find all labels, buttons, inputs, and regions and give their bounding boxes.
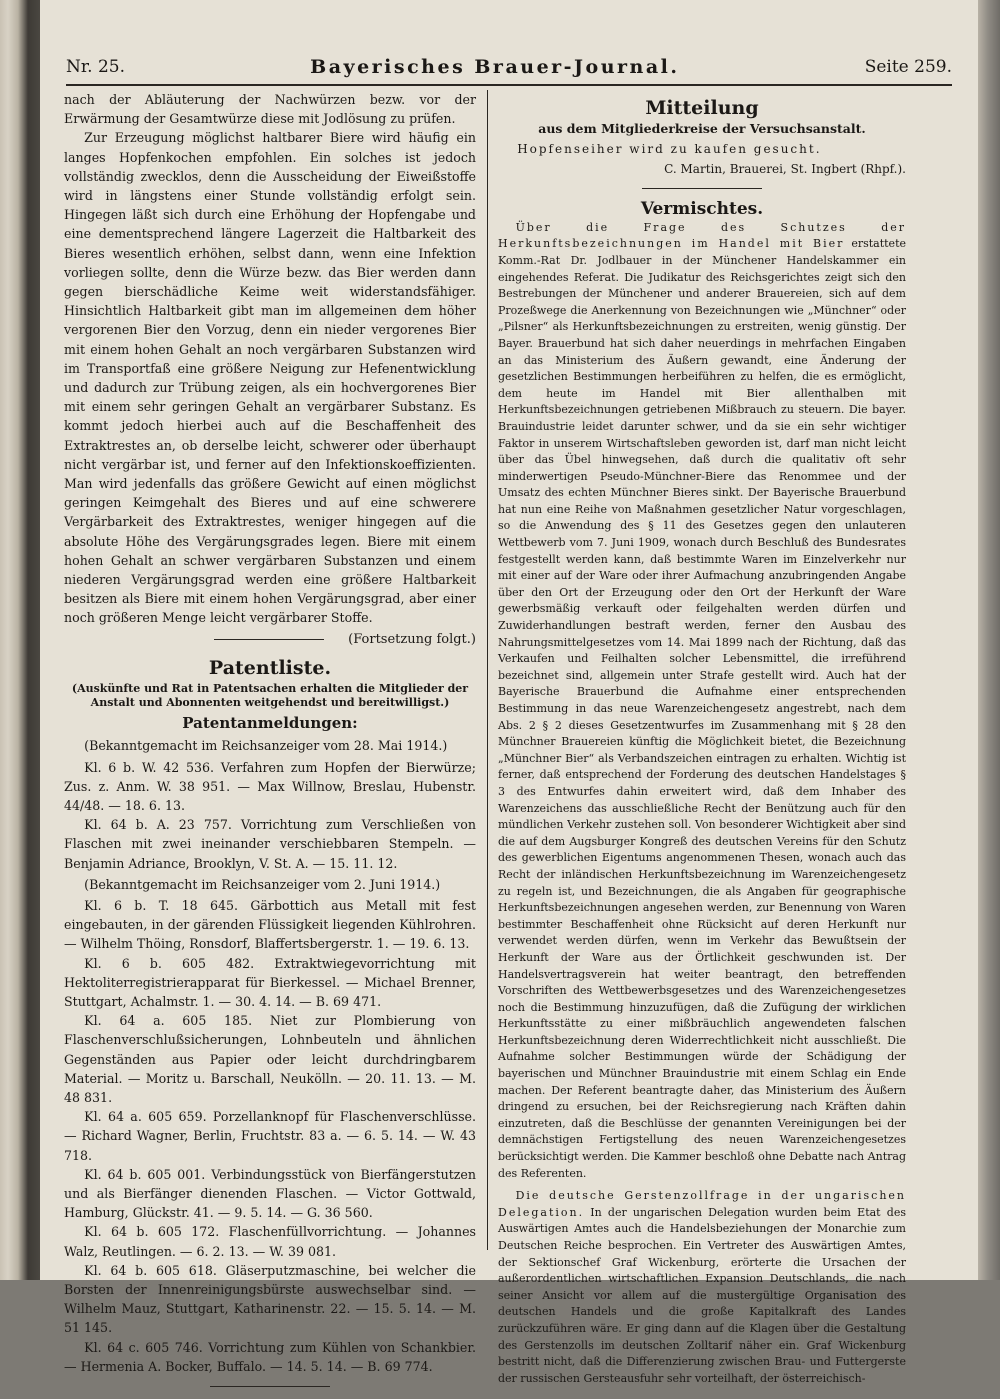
patent-entry: Kl. 64 b. A. 23 757. Vorrichtung zum Verschließen von Flaschen mit zwei ineinander verschiebbaren Stempeln. — Benjamin Adriance, Brooklyn, V. St. A. — 15. 11. 12. (64, 817, 476, 871)
section-title-mitteilung: Mitteilung (645, 97, 759, 119)
patent-entry: Kl. 6 b. 605 482. Extraktwiegevorrichtung mit Hektoliterregistrierapparat für Bierkessel. — Michael Brenner, Stuttgart, Achalmstr. 1. — 30. 4. 14. — B. 69 471. (64, 955, 476, 1009)
ad-request: Hopfenseiher wird zu kaufen gesucht. (517, 142, 822, 157)
page-number: Seite 259. (864, 57, 952, 77)
left-column (64, 90, 476, 1399)
continued-note: (Fortsetzung folgt.) (348, 631, 476, 647)
ad-signature: C. Martin, Brauerei, St. Ingbert (Rhpf.). (664, 162, 906, 177)
news-item (498, 1188, 906, 1387)
paragraph: Zur Erzeugung möglichst haltbarer Biere wird häufig ein langes Hopfenkochen empfohlen. Ein solches ist jedoch vollständig zwecklos, denn die Ausscheidung der Eiweißstoffe wird in längstens einer Stunde vollständig erfolgt sein. Hingegen läßt sich durch eine Erhöhung der Hopfengabe und eine dementsprechend längere Lagerzeit die Haltbarkeit des Bieres wesentlich erhöhen, selbst dann, wenn eine Infektion vorliegen sollte, denn die Würze bezw. das Bier werden dann gegen bierschädliche Keime weit widerstandsfähiger. Hinsichtlich Haltbarkeit gibt man im allgemeinen dem höher vergorenen Bier den Vorzug, denn ein nieder vergorenes Bier mit einem hohen Gehalt an noch vergärbaren Substanzen wird im Transportfaß eine größere Neigung zur Hefenentwicklung und dadurch zur Trübung zeigen, als ein hochvergorenes Bier mit einem sehr geringen Gehalt an vergärbarer Substanz. Es kommt jedoch hierbei auch auf die Beschaffenheit des Extraktrestes an, ob derselbe leicht, schwerer oder überhaupt nicht vergärbar ist, und ferner auf den Infektionskoeffizienten. Man wird jedenfalls das größere Gewicht auf einen möglichst geringen Keimgehalt des Bieres und auf eine schwerere Vergärbarkeit des Extraktrestes, weniger hingegen auf die absolute Höhe des Vergärungsgrades legen. Biere mit einem hohen Gehalt an schwer vergärbaren Substanzen und einem niederen Vergärungsgrad werden eine größere Haltbarkeit besitzen als Biere mit einem hohen Vergärungsgrad, aber einer noch größeren Menge leicht vergärbarer Stoffe. (64, 130, 476, 626)
news-lead: Über die Frage des Schutzes der Herkunftsbezeichnungen im Handel mit Bier (498, 220, 906, 251)
journal-page (40, 0, 978, 1385)
ad-text (498, 140, 906, 158)
book-spine-edge (0, 0, 40, 1280)
section-title-patentliste: Patentliste. (208, 656, 332, 679)
patent-entry: Kl. 6 b. W. 42 536. Verfahren zum Hopfen der Bierwürze; Zus. z. Anm. W. 38 951. — Max Willnow, Breslau, Hubenstr. 44/48. — 18. 6. 13. (64, 759, 476, 813)
dateline: (Bekanntgemacht im Reichsanzeiger vom 28. Mai 1914.) (84, 738, 448, 754)
issue-number: Nr. 25. (66, 57, 125, 77)
patent-entry: Kl. 64 b. 605 172. Flaschenfüllvorrichtung. — Johannes Walz, Reutlingen. — 6. 2. 13. — W. 39 081. (64, 1224, 476, 1259)
section-rule (642, 188, 762, 189)
column-divider (487, 90, 488, 1250)
short-rule (214, 639, 324, 640)
patent-entry: Kl. 64 a. 605 185. Niet zur Plombierung von Flaschenverschlußsicherungen, Lohnbeuteln und ähnlichen Gegenständen aus Papier oder leicht durchdringbarem Material. — Moritz u. Barschall, Neukölln. — 20. 11. 13. — M. 48 831. (64, 1013, 476, 1105)
patent-entry: Kl. 64 a. 605 659. Porzellanknopf für Flaschenverschlüsse. — Richard Wagner, Berlin, Fruchtstr. 83 a. — 6. 5. 14. — W. 43 718. (64, 1109, 476, 1163)
journal-title: Bayerisches Brauer-Journal. (310, 56, 680, 78)
continuation-line (64, 630, 476, 649)
patent-entry: Kl. 64 c. 605 746. Vorrichtung zum Kühlen von Schankbier. — Hermenia A. Bocker, Buffalo. — 14. 5. 14. — B. 69 774. (64, 1339, 476, 1374)
subheading-anmeldungen: Patentanmeldungen: (182, 714, 358, 733)
patent-entry: Kl. 64 b. 605 618. Gläserputzmaschine, bei welcher die Borsten der Innenreinigungsbürste auswechselbar sind. — Wilhelm Mauz, Stuttgart, Katharinenstr. 22. — 15. 5. 14. — M. 51 145. (64, 1262, 476, 1336)
header-rule (66, 84, 952, 86)
patent-entry: Kl. 64 b. 605 001. Verbindungsstück von Bierfängerstutzen und als Bierfänger dienenden Flaschen. — Victor Gottwald, Hamburg, Glückstr. 41. — 9. 5. 14. — G. 36 560. (64, 1166, 476, 1221)
news-body: In der ungarischen Delegation wurden beim Etat des Auswärtigen Amtes auch die Handelsbeziehungen der Monarchie zum Deutschen Reiche besprochen. Ein Vertreter des Auswärtigen Amtes, der Sektionschef Graf Wickenburg, erörterte die Ursachen der außerordentlichen wirtschaftlichen Expansion Deutschlands, die nach seiner Ansicht vor allem auf die mustergültige Organisation des deutschen Handels und die große Kapitalkraft des Landes zurückzuführen wäre. Er ging dann auf die Klagen über die Gestaltung des Gerstenzolls im deutschen Zolltarif näher ein. Graf Wickenburg bestritt nicht, daß die Differenzierung zwischen Brau- und Futtergerste der russischen Gersteausfuhr sehr vorteilhaft, der österreichisch- (498, 1205, 906, 1385)
news-body: erstattete Komm.-Rat Dr. Jodlbauer in der Münchener Handelskammer ein eingehendes Referat. Die Judikatur des Reichsgerichtes zeigt sich den Bestrebungen der Münchener und anderer Brauereien, sich auf dem Prozeßwege die Anerkennung von Bezeichnungen wie „Münchner“ oder „Pilsner“ als Herkunftsbezeichnungen zu erstreiten, wenig günstig. Der Bayer. Brauerbund hat sich daher neuerdings in mehrfachen Eingaben an das Ministerium des Äußern gewandt, eine Änderung der gesetzlichen Bestimmungen herbeiführen zu helfen, die es ermöglicht, dem heute im Handel mit Bier allenthalben mit Herkunftsbezeichnungen getriebenen Mißbrauch zu steuern. Die bayer. Brauindustrie leidet darunter schwer, und da sie ein sehr wichtiger Faktor in unserem Wirtschaftsleben geworden ist, darf man nicht leicht über das Übel hinwegsehen, daß durch die qualitativ oft sehr minderwertigen Pseudo-Münchner-Biere das Renommee und der Umsatz des echten Münchner Bieres sinkt. Der Bayerische Brauerbund hat nun eine Reihe von Maßnahmen gesetzlicher Natur vorgeschlagen, so die Anwendung des § 11 des Gesetzes gegen den unlauteren Wettbewerb vom 7. Juni 1909, wonach durch Beschluß des Bundesrates festgestellt werden kann, daß bestimmte Waren im Einzelverkehr nur mit einer auf der Ware oder ihrer Aufmachung anzubringenden Angabe über den Ort der Erzeugung oder den Ort der Herkunft der Ware gewerbsmäßig verkauft oder feilgehalten werden dürfen und Zuwiderhandlungen bestraft werden, ferner den Ausbau des Nahrungsmittelgesetzes vom 14. Mai 1899 nach der Richtung, daß das Verkaufen und Feilhalten solcher Lebensmittel, die irreführend bezeichnet sind, allgemein unter Strafe gestellt wird. Auch hat der Bayerische Brauerbund die Aufnahme einer entsprechenden Bestimmung in das neue Warenzeichengesetz angestrebt, nach dem Abs. 2 § 2 dieses Gesetzentwurfes im Zusammenhang mit § 28 den Münchner Brauereien künftig die Möglichkeit bietet, die Bezeichnung „Münchner Bier“ als Verbandszeichen eintragen zu erhalten. Wichtig ist ferner, daß entsprechend der Forderung des deutschen Handelstages § 3 des Entwurfes dahin erweitert wird, daß dem Inhaber des Warenzeichens das ausschließliche Recht der Benützung auch für den mündlichen Verkehr zustehen soll. Von besonderer Wichtigkeit aber sind die auf dem Augsburger Kongreß des deutschen Vereins für den Schutz des gewerblichen Eigentums angenommenen Thesen, wonach auch das Recht der inländischen Herkunftsbezeichnung im Warenzeichengesetz zu regeln ist, und Bezeichnungen, die als Angaben für geographische Herkunftsbezeichnungen angesehen werden, zur Benennung von Waren bestimmter Beschaffenheit ohne Rücksicht auf deren Herkunft nur verwendet werden dürfen, wenn im Verkehr das Bewußtsein der Herkunft der Ware aus der Örtlichkeit geschwunden ist. Der Handelsvertragsverein hat weiter beantragt, den betreffenden Vorschriften des Wettbewerbsgesetzes und des Warenzeichengesetzes noch die Bestimmung hinzuzufügen, daß die Zufügung der wirklichen Herkunftsstätte zu einer mißbräuchlich angewendeten falschen Herkunftsbezeichnung deren Widerrechtlichkeit nicht ausschließt. Die Aufnahme solcher Bestimmungen würde der Schädigung der bayerischen und Münchner Brauindustrie mit einem Schlag ein Ende machen. Der Referent beantragte daher, das Ministerium des Äußern dringend zu ersuchen, bei der Reichsregierung nach Kräften dahin einzutreten, daß die Beschlüsse der genannten Vereinigungen bei der demnächstigen Fertigstellung des neuen Warenzeichengesetzes berücksichtigt werden. Die Kammer beschloß ohne Debatte nach Antrag des Referenten. (498, 237, 907, 1180)
section-title-vermischtes: Vermischtes. (640, 199, 764, 220)
news-item (498, 220, 906, 1182)
page-right-edge (978, 0, 1000, 1280)
right-column (498, 90, 906, 1387)
news-lead: Die deutsche Gerstenzollfrage in der ungarischen Delegation. (498, 1189, 906, 1219)
paragraph: nach der Abläuterung der Nachwürzen bezw. vor der Erwärmung der Gesamtwürze diese mit Jodlösung zu prüfen. (64, 92, 476, 127)
patent-entry: Kl. 6 b. T. 18 645. Gärbottich aus Metall mit fest eingebauten, in der gärenden Flüssigkeit liegenden Kühlrohren. — Wilhelm Thöing, Ronsdorf, Blaffertsbergerstr. 1. — 19. 6. 13. (64, 897, 476, 952)
section-subtitle: aus dem Mitgliederkreise der Versuchsanstalt. (538, 120, 866, 136)
end-rule (210, 1386, 330, 1387)
dateline: (Bekanntgemacht im Reichsanzeiger vom 2. Juni 1914.) (84, 876, 441, 892)
section-subtitle: (Auskünfte und Rat in Patentsachen erhalten die Mitglieder der Anstalt und Abonnenten weitgehendst und bereitwilligst.) (71, 682, 469, 710)
page-header (66, 52, 952, 82)
